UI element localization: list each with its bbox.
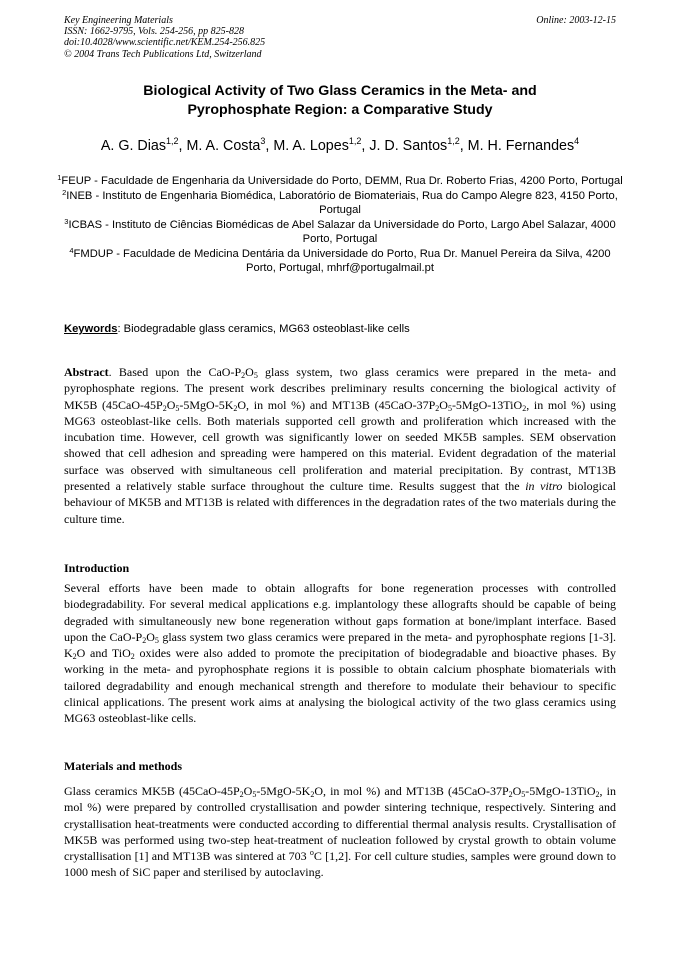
affiliation-number: 4 [69, 245, 74, 255]
keywords-line [64, 322, 624, 336]
subscript: 5 [447, 403, 452, 413]
issn-line: ISSN: 1662-9795, Vols. 254-256, pp 825-828 [64, 26, 244, 38]
materials-text: O [243, 784, 253, 798]
keywords-label: Keywords [64, 323, 118, 335]
affiliation-text: FMDUP - Faculdade de Medicina Dentária da Universidade do Porto, Rua Dr. Manuel Pereira da Silva, 4200 Porto, Portugal, mhrf@portugalmail.pt [73, 247, 611, 274]
subscript: 2 [595, 790, 600, 799]
affiliation-number: 1 [57, 173, 62, 182]
author-name: M. H. Fernandes [467, 138, 575, 154]
abstract-text: O, in mol %) and MT13B (45CaO-37P [237, 397, 436, 412]
affiliation-list [56, 174, 624, 276]
author-affil-sup: 1,2 [447, 136, 460, 146]
online-date: Online: 2003-12-15 [536, 15, 616, 26]
materials-paragraph [64, 783, 616, 881]
abstract-text: O [166, 397, 176, 412]
keywords-text: : Biodegradable glass ceramics, MG63 osteoblast-like cells [117, 323, 410, 335]
subscript: 2 [241, 371, 246, 380]
doi-line: doi:10.4028/www.scientific.net/KEM.254-256.825 [64, 37, 266, 49]
subscript: 2 [435, 403, 440, 413]
abstract-text: O [439, 397, 448, 412]
author-sep: , [178, 138, 187, 154]
subscript: 2 [522, 403, 527, 413]
subscript: 5 [521, 790, 526, 799]
materials-text: O [512, 784, 522, 798]
journal-header [64, 15, 616, 60]
affiliation-text: FEUP - Faculdade de Engenharia da Universidade do Porto, DEMM, Rua Dr. Roberto Frias, 4200 Porto, Portugal [61, 175, 623, 187]
affiliation [56, 189, 624, 218]
abstract-label: Abstract [64, 365, 109, 379]
intro-text: glass system two glass ceramics were prepared in the meta- and pyrophosphate regions [1-3]. K [64, 629, 616, 661]
author-name: M. A. Costa [186, 138, 261, 154]
subscript: 2 [508, 790, 513, 799]
abstract-text: . Based upon the CaO-P [108, 365, 242, 379]
abstract-text: -5MgO-5K [179, 397, 234, 412]
affiliation-text: ICBAS - Instituto de Ciências Biomédicas de Abel Salazar da Universidade do Porto, Largo Abel Salazar, 4000 Porto, Portugal [68, 218, 616, 245]
subscript: 2 [233, 403, 238, 413]
author-affil-sup: 4 [574, 136, 580, 146]
author-name: A. G. Dias [100, 138, 166, 154]
affiliation [56, 247, 624, 276]
abstract-text: -5MgO-13TiO [451, 397, 523, 412]
materials-text: , in mol %) were prepared by controlled crystallisation and powder sintering technique, respectively. Sintering and crystallisation heat-treatments were conducted according to differential thermal analysis results. Crystallisation of MK5B was performed using two-step heat-treatment of nucleation followed by crystal growth to obtain volume crystallisation [1] and MT13B was sintered at 703 [64, 784, 616, 864]
subscript: 2 [142, 635, 147, 645]
subscript: 5 [154, 635, 159, 645]
affiliation [56, 174, 624, 189]
materials-text: -5MgO-5K [256, 784, 311, 798]
materials-text: Glass ceramics MK5B (45CaO-45P [64, 784, 240, 798]
abstract-text: glass system, two glass ceramics were prepared in the meta- and pyrophosphate regions. The present work describes preliminary results concerning the biological activity of MK5B (45CaO-45P [64, 365, 616, 412]
subscript: 2 [130, 652, 135, 662]
materials-text: O, in mol %) and MT13B (45CaO-37P [314, 784, 509, 798]
introduction-heading: Introduction [64, 561, 130, 575]
abstract-paragraph [64, 364, 616, 527]
subscript: 2 [162, 403, 167, 413]
abstract-italic: in vitro [525, 479, 563, 494]
subscript: 5 [252, 790, 257, 799]
materials-heading: Materials and methods [64, 759, 182, 773]
abstract-text: , in mol %) using MG63 osteoblast-like cells. Both materials supported cell growth and proliferation which increased with the incubation time. However, cell growth was significantly lower on seeded MK5B samples. SEM observation showed that cell adhesion and spreading were hampered on this material. Evident degradation of the material surface was observed with simultaneous cell proliferation and material precipitation. By contrast, MT13B presented a relatively stable surface throughout the culture time. Results suggest that the [64, 397, 616, 494]
affiliation [56, 218, 624, 247]
affiliation-number: 2 [62, 187, 67, 197]
subscript: 2 [310, 790, 315, 799]
subscript: 2 [239, 790, 244, 799]
subscript: 5 [175, 403, 180, 413]
introduction-paragraph [64, 580, 616, 727]
subscript: 5 [253, 371, 258, 380]
intro-text: O and TiO [76, 646, 131, 661]
subscript: 2 [72, 652, 77, 662]
degree-superscript: o [309, 848, 314, 858]
author-affil-sup: 3 [260, 136, 266, 146]
affiliation-number: 3 [64, 216, 69, 226]
author-sep: , [265, 138, 274, 154]
intro-text: O [146, 629, 155, 644]
intro-text: oxides were also added to promote the precipitation of biodegradable and bioactive phases. By working in the meta- and pyrophosphate regions it is possible to obtain calcium phosphate biomaterials with tailored degradability and enough mechanical strength and therefore to modulate their behaviour to specific clinical applications. The present work aims at analysing the biological activity of the two glass ceramics using MG63 osteoblast-like cells. [64, 646, 616, 726]
copyright-line: © 2004 Trans Tech Publications Ltd, Switzerland [64, 48, 262, 60]
title-line-2: Pyrophosphate Region: a Comparative Study [187, 102, 493, 118]
title-line-1: Biological Activity of Two Glass Ceramics in the Meta- and [143, 83, 537, 99]
materials-text: C [1,2]. For cell culture studies, samples were ground down to 1000 mesh of SiC paper and sterilised by autoclaving. [64, 849, 616, 880]
author-sep: , [459, 138, 468, 154]
abstract-text: O [245, 365, 254, 379]
author-affil-sup: 1,2 [166, 136, 179, 146]
materials-text: -5MgO-13TiO [525, 784, 596, 798]
author-name: M. A. Lopes [273, 138, 349, 154]
author-name: J. D. Santos [369, 138, 448, 154]
journal-name: Key Engineering Materials [64, 15, 173, 26]
author-affil-sup: 1,2 [348, 136, 362, 146]
intro-text: Several efforts have been made to obtain allografts for bone regeneration processes with controlled biodegradability. For several medical applications e.g. implantology these allografts should be capable of being degraded with simultaneously new bone regeneration without gaps formation at bone/implant interface. Based upon the CaO-P [64, 581, 616, 644]
affiliation-text: INEB - Instituto de Engenharia Biomédica, Laboratório de Biomateriais, Rua do Campo Alegre 823, 4150 Porto, Portugal [66, 189, 618, 216]
author-sep: , [361, 138, 370, 154]
author-list [40, 137, 640, 155]
paper-title [64, 82, 616, 120]
abstract-text: biological behaviour of MK5B and MT13B is related with differences in the degradation rates of the two materials during the culture time. [64, 479, 616, 526]
